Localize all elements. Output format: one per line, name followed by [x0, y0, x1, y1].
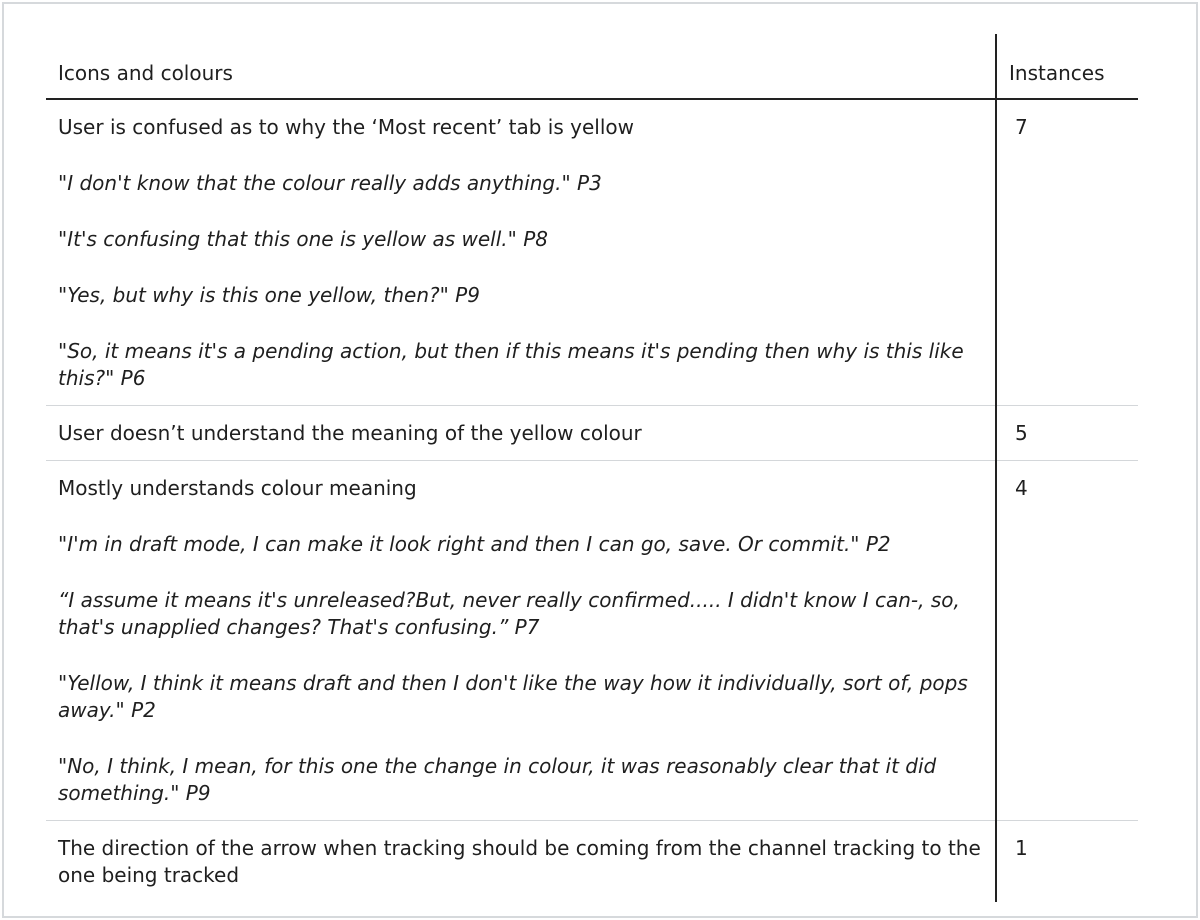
instances-count: 7 — [1015, 115, 1028, 139]
category-label: Mostly understands colour meaning — [58, 476, 417, 500]
participant-quote: "Yes, but why is this one yellow, then?" P9 — [58, 283, 480, 307]
column-header-category: Icons and colours — [46, 34, 996, 99]
participant-quote: "It's confusing that this one is yellow as well." P8 — [58, 227, 548, 251]
table-row — [46, 406, 1138, 461]
participant-quote: "I'm in draft mode, I can make it look right and then I can go, save. Or commit." P2 — [58, 532, 891, 556]
instances-count: 5 — [1015, 421, 1028, 445]
instances-cell — [996, 821, 1138, 903]
instances-count: 4 — [1015, 476, 1028, 500]
table-row — [46, 99, 1138, 406]
findings-table — [46, 34, 1138, 902]
category-label: User doesn’t understand the meaning of the yellow colour — [58, 421, 642, 445]
instances-cell — [996, 461, 1138, 821]
findings-table-container — [46, 34, 1138, 902]
category-label: The direction of the arrow when tracking should be coming from the channel tracking to the one being tracked — [58, 836, 981, 887]
table-header-row — [46, 34, 1138, 99]
category-cell — [46, 406, 996, 461]
table-row — [46, 821, 1138, 903]
category-cell — [46, 461, 996, 821]
category-cell — [46, 99, 996, 406]
participant-quote: "So, it means it's a pending action, but then if this means it's pending then why is this like this?" P6 — [58, 339, 964, 390]
instances-cell — [996, 406, 1138, 461]
category-label: User is confused as to why the ‘Most recent’ tab is yellow — [58, 115, 634, 139]
column-header-instances: Instances — [996, 34, 1138, 99]
category-cell — [46, 821, 996, 903]
instances-cell — [996, 99, 1138, 406]
instances-count: 1 — [1015, 836, 1028, 860]
table-row — [46, 461, 1138, 821]
participant-quote: "I don't know that the colour really adds anything." P3 — [58, 171, 602, 195]
participant-quote: “I assume it means it's unreleased?But, never really confirmed..... I didn't know I can-, so, that's unapplied changes? That's confusing.” P7 — [58, 588, 960, 639]
participant-quote: "Yellow, I think it means draft and then I don't like the way how it individually, sort of, pops away." P2 — [58, 671, 968, 722]
participant-quote: "No, I think, I mean, for this one the change in colour, it was reasonably clear that it did something." P9 — [58, 754, 937, 805]
